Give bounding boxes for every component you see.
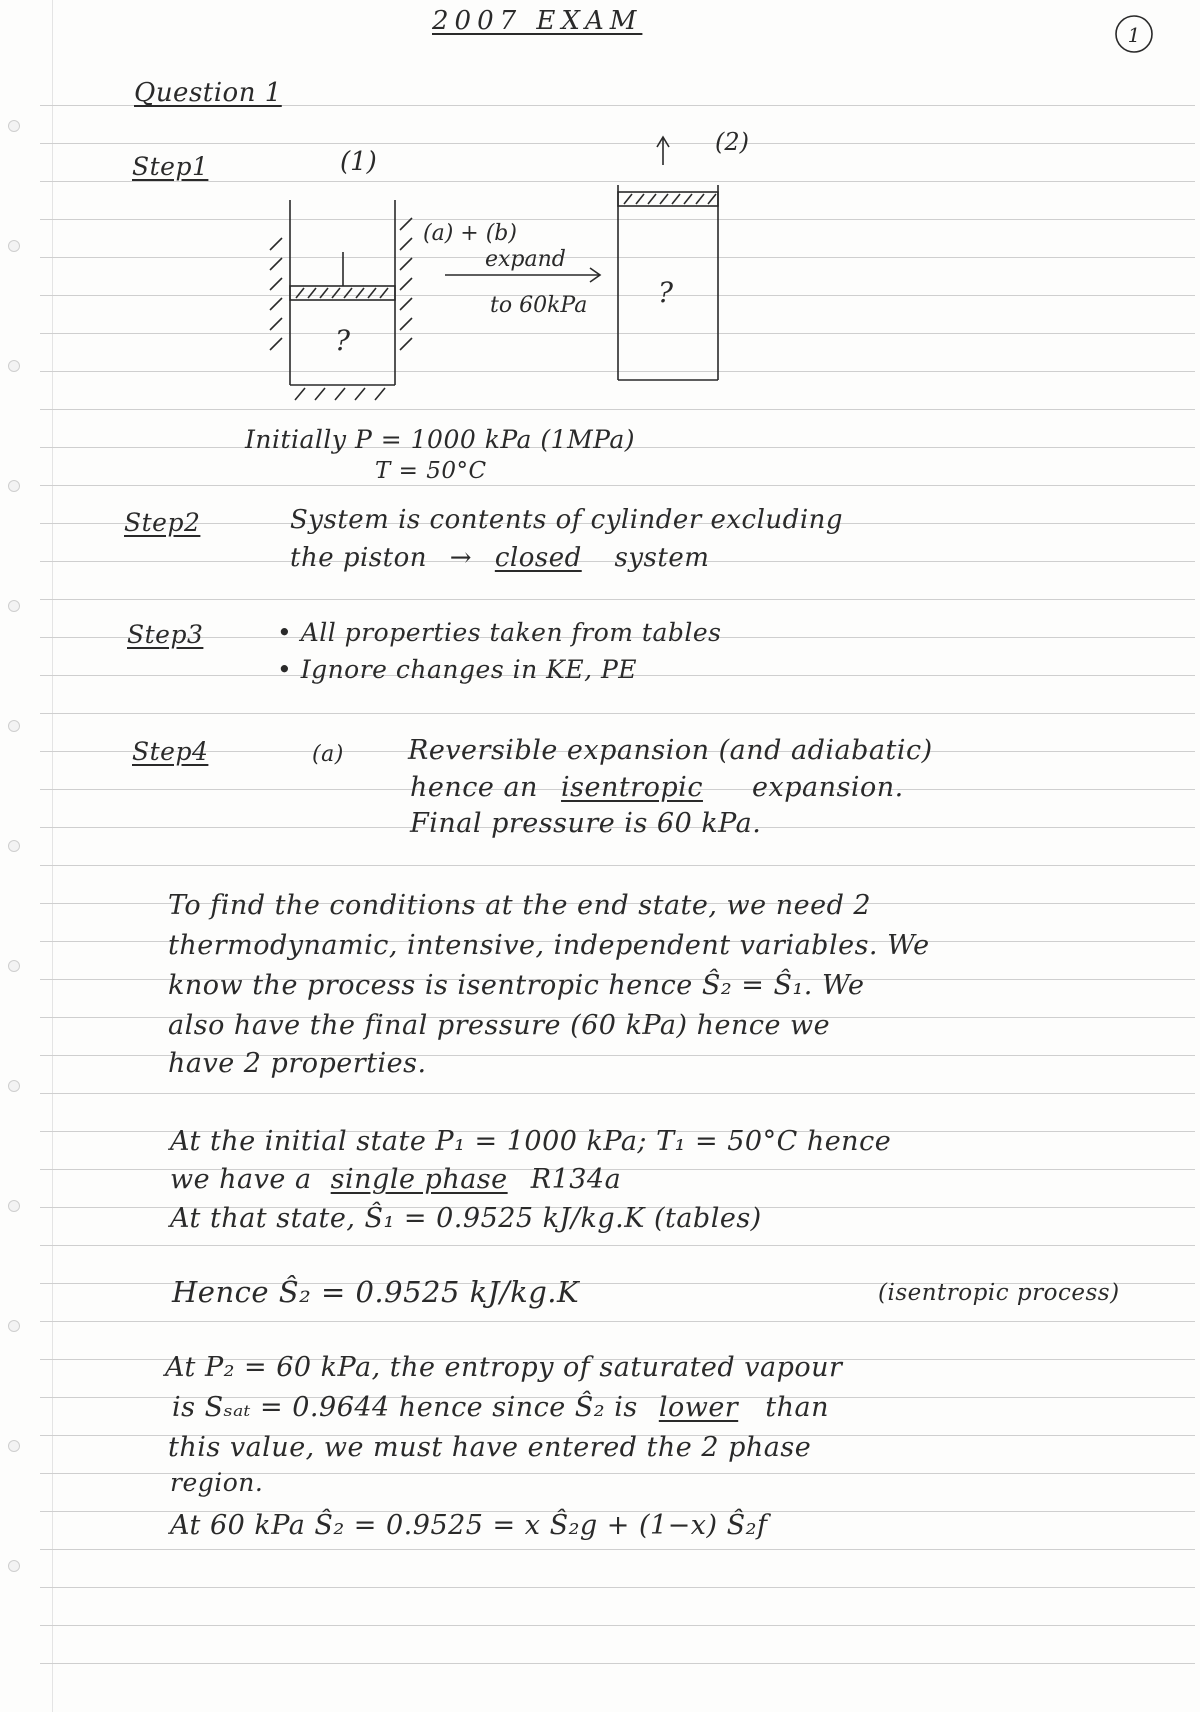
unknown-state2: ? — [658, 276, 674, 309]
step2-line2-c: system — [614, 543, 710, 573]
step4-line2-a: hence an — [410, 772, 538, 803]
cylinder-state1 — [270, 200, 412, 400]
paragraph2-line3: At that state, Ŝ₁ = 0.9525 kJ/kg.K (tables) — [170, 1203, 762, 1234]
paragraph3-line2-c: than — [765, 1392, 830, 1423]
initial-conditions-line2: T = 50°C — [375, 458, 487, 484]
paragraph1-line2: thermodynamic, intensive, independent variables. We — [168, 930, 930, 961]
paragraph1-line5: have 2 properties. — [168, 1048, 427, 1079]
lower-word: lower — [658, 1392, 739, 1423]
step2-line1: System is contents of cylinder excluding — [290, 505, 844, 535]
paragraph3-line2-a: is Sₛₐₜ = 0.9644 hence since Ŝ₂ is — [172, 1392, 638, 1423]
paragraph1-line4: also have the final pressure (60 kPa) hence we — [168, 1010, 831, 1041]
step2-line2 — [290, 543, 709, 573]
state2-label: (2) — [715, 128, 749, 156]
cylinder-state2 — [618, 137, 718, 380]
unknown-state1: ? — [335, 324, 351, 357]
step3-label: Step3 — [127, 620, 204, 649]
step4-part: (a) — [312, 742, 344, 767]
paragraph1-line1: To find the conditions at the end state, we need 2 — [168, 890, 872, 921]
binder-holes — [8, 0, 22, 1712]
step1-label: Step1 — [132, 152, 209, 181]
hence-note: (isentropic process) — [878, 1280, 1120, 1306]
question-heading: Question 1 — [134, 78, 282, 108]
single-phase: single phase — [330, 1164, 508, 1195]
initial-conditions-line1: Initially P = 1000 kPa (1MPa) — [245, 425, 636, 454]
step4-label: Step4 — [132, 737, 209, 766]
step4-isentropic: isentropic — [561, 772, 703, 803]
paragraph3-line4: region. — [170, 1468, 264, 1497]
arrow-text-to60: to 60kPa — [490, 293, 588, 318]
paragraph1-line3: know the process is isentropic hence Ŝ₂ = Ŝ₁. We — [168, 970, 865, 1001]
step4-line2 — [410, 772, 904, 803]
paragraph2-line1: At the initial state P₁ = 1000 kPa; T₁ = 50°C hence — [170, 1126, 892, 1157]
paragraph3-line2 — [172, 1392, 829, 1423]
step4-line3: Final pressure is 60 kPa. — [410, 808, 762, 839]
paragraph2-line2 — [170, 1164, 621, 1195]
paragraph3-line3: this value, we must have entered the 2 phase — [168, 1432, 812, 1463]
paragraph2-line2-a: we have a — [170, 1164, 312, 1195]
hence-line: Hence Ŝ₂ = 0.9525 kJ/kg.K — [172, 1275, 580, 1309]
step2-arrow: → — [449, 543, 473, 573]
page-number: 1 — [1127, 23, 1141, 47]
step4-line2-c: expansion. — [752, 772, 904, 803]
page-number-circle — [1112, 12, 1156, 56]
state1-label: (1) — [340, 147, 377, 177]
step3-line1: • All properties taken from tables — [277, 618, 722, 647]
step2-label: Step2 — [124, 508, 201, 537]
refrigerant-name: R134a — [530, 1164, 622, 1195]
arrow-text-ab: (a) + (b) — [423, 221, 517, 246]
step2-closed: closed — [494, 543, 582, 573]
piston-cylinder-diagram — [240, 120, 860, 420]
paragraph3-line1: At P₂ = 60 kPa, the entropy of saturated vapour — [165, 1352, 843, 1383]
step3-line2: • Ignore changes in KE, PE — [277, 655, 638, 684]
page-title: 2007 EXAM — [432, 6, 643, 36]
step2-line2-a: the piston — [290, 543, 427, 573]
arrow-text-expand: expand — [485, 247, 566, 272]
paragraph3-line5: At 60 kPa Ŝ₂ = 0.9525 = x Ŝ₂g + (1−x) Ŝ₂f — [170, 1510, 768, 1541]
step4-line1: Reversible expansion (and adiabatic) — [408, 735, 933, 766]
